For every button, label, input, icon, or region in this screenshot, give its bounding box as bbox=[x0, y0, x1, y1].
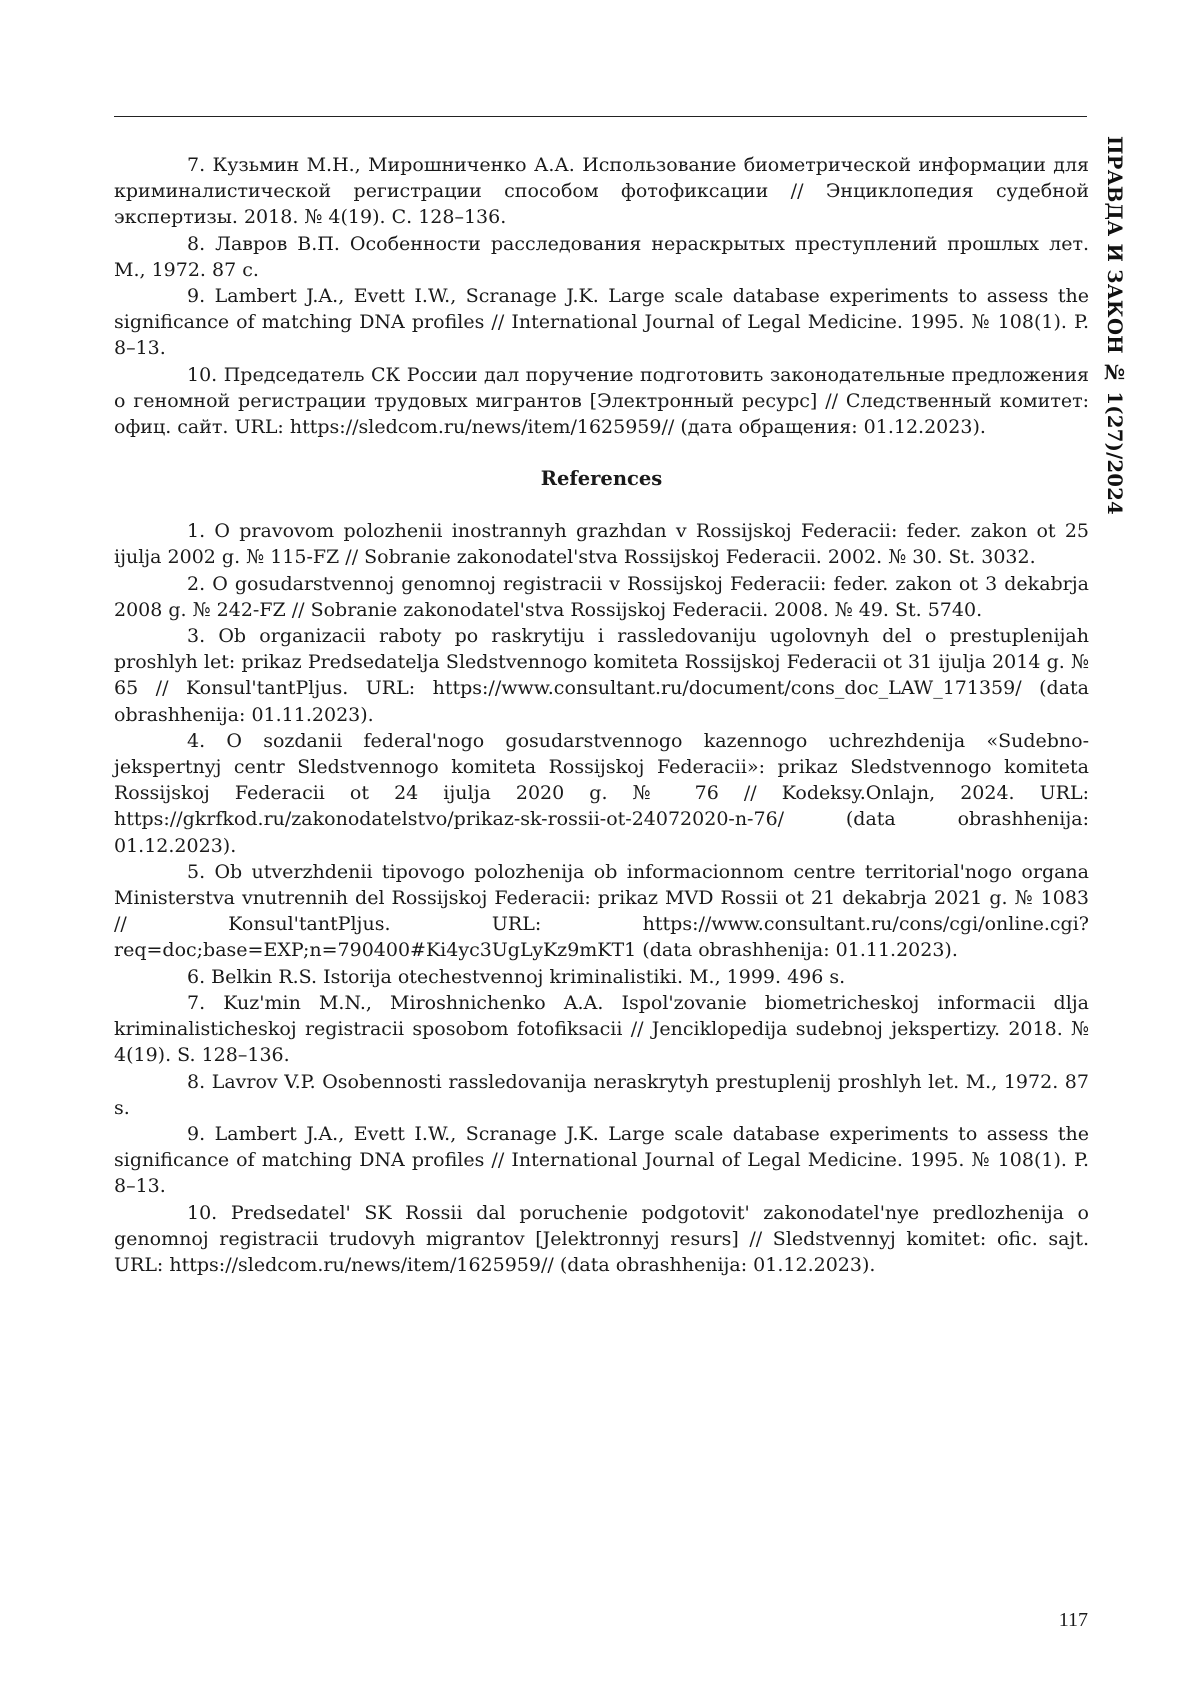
reference-item: 2. O gosudarstvennoj genomnoj registracii v Rossijskoj Federacii: feder. zakon ot 3 dekabrja 2008 g. № 242-FZ // Sobranie zakonodatel'stva Rossijskoj Federacii. 2008. № 49. St. 5740. bbox=[114, 571, 1089, 623]
header-rule bbox=[114, 116, 1087, 117]
reference-item: 1. O pravovom polozhenii inostrannyh grazhdan v Rossijskoj Federacii: feder. zakon ot 25 ijulja 2002 g. № 115-FZ // Sobranie zakonodatel'stva Rossijskoj Federacii. 2002. № 30. St. 3032. bbox=[114, 518, 1089, 570]
russian-ref-item: 7. Кузьмин М.Н., Мирошниченко А.А. Использование биометрической информации для криминалистической регистрации способом фотофиксации // Энциклопедия судебной экспертизы. 2018. № 4(19). С. 128–136. bbox=[114, 152, 1089, 231]
references-content bbox=[114, 152, 1089, 1278]
reference-item: 3. Ob organizacii raboty po raskrytiju i rassledovaniju ugolovnyh del o prestuplenijah proshlyh let: prikaz Predsedatelja Sledstvennogo komiteta Rossijskoj Federacii ot 31 ijulja 2014 g. № 65 // Konsul'tantPljus. URL: https://www.consultant.ru/document/cons_doc_LAW_171359/ (data obrashhenija: 01.11.2023). bbox=[114, 623, 1089, 728]
reference-item: 7. Kuz'min M.N., Miroshnichenko A.A. Ispol'zovanie biometricheskoj informacii dlja kriminalisticheskoj registracii sposobom fotofiksacii // Jenciklopedija sudebnoj jekspertizy. 2018. № 4(19). S. 128–136. bbox=[114, 990, 1089, 1069]
reference-item: 8. Lavrov V.P. Osobennosti rassledovanija neraskrytyh prestuplenij proshlyh let. M., 1972. 87 s. bbox=[114, 1069, 1089, 1121]
russian-ref-item: 10. Председатель СК России дал поручение подготовить законодательные предложения о геномной регистрации трудовых мигрантов [Электронный ресурс] // Следственный комитет: офиц. сайт. URL: https://sledcom.ru/news/item/1625959// (дата обращения: 01.12.2023). bbox=[114, 362, 1089, 441]
reference-item: 5. Ob utverzhdenii tipovogo polozhenija ob informacionnom centre territorial'nogo organa Ministerstva vnutrennih del Rossijskoj Federacii: prikaz MVD Rossii ot 21 dekabrja 2021 g. № 1083 // Konsul'tantPljus. URL: https://www.consultant.ru/cons/cgi/online.cgi?req=doc;base=EXP;n=790400#Ki4yc3UgLyKz9mKT1 (data obrashhenija: 01.11.2023). bbox=[114, 859, 1089, 964]
reference-item: 6. Belkin R.S. Istorija otechestvennoj kriminalistiki. M., 1999. 496 s. bbox=[114, 964, 1089, 990]
reference-item: 4. O sozdanii federal'nogo gosudarstvennogo kazennogo uchrezhdenija «Sudebno-jekspertnyj centr Sledstvennogo komiteta Rossijskoj Federacii»: prikaz Sledstvennogo komiteta Rossijskoj Federacii ot 24 ijulja 2020 g. № 76 // Kodeksy.Onlajn, 2024. URL: https://gkrfkod.ru/zakonodatelstvo/prikaz-sk-rossii-ot-24072020-n-76/ (data obrashhenija: 01.12.2023). bbox=[114, 728, 1089, 859]
reference-item: 10. Predsedatel' SK Rossii dal poruchenie podgotovit' zakonodatel'nye predlozhenija o genomnoj registracii trudovyh migrantov [Jelektronnyj resurs] // Sledstvennyj komitet: ofic. sajt. URL: https://sledcom.ru/news/item/1625959// (data obrashhenija: 01.12.2023). bbox=[114, 1200, 1089, 1279]
journal-side-title: ПРАВДА И ЗАКОН № 1(27)/2024 bbox=[1104, 136, 1124, 526]
russian-ref-item: 8. Лавров В.П. Особенности расследования нераскрытых преступлений прошлых лет. М., 1972. 87 с. bbox=[114, 231, 1089, 283]
russian-ref-item: 9. Lambert J.A., Evett I.W., Scranage J.K. Large scale database experiments to assess the significance of matching DNA profiles // International Journal of Legal Medicine. 1995. № 108(1). P. 8–13. bbox=[114, 283, 1089, 362]
page-number: 117 bbox=[1059, 1609, 1088, 1632]
references-heading: References bbox=[114, 466, 1089, 492]
reference-item: 9. Lambert J.A., Evett I.W., Scranage J.K. Large scale database experiments to assess the significance of matching DNA profiles // International Journal of Legal Medicine. 1995. № 108(1). P. 8–13. bbox=[114, 1121, 1089, 1200]
